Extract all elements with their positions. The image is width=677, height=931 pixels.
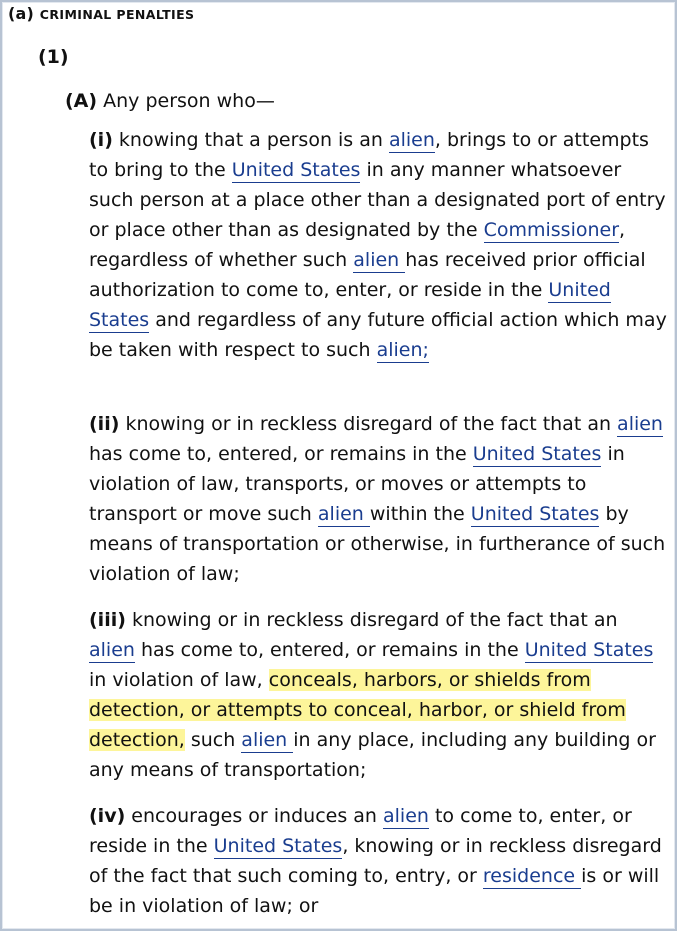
clause-label: (iv) xyxy=(89,805,126,827)
clause-iii xyxy=(89,605,667,785)
clause-text: in violation of law, transports, or moves or attempts to transport or move such xyxy=(89,443,625,525)
clause-text: , brings to or attempts to bring to the xyxy=(89,129,649,181)
clause-i xyxy=(89,125,667,365)
term-link-alien[interactable]: alien xyxy=(388,129,435,151)
subparagraph-intro: Any person who— xyxy=(97,90,275,112)
subparagraph-a xyxy=(65,90,275,112)
term-link-alien[interactable]: alien; xyxy=(376,339,429,361)
clause-text: in any place, including any building or any means of transportation; xyxy=(89,729,656,781)
subparagraph-label: (A) xyxy=(65,90,98,112)
clause-label: (iii) xyxy=(89,609,126,631)
clause-text: has received prior official authorization to come to, enter, or reside in the xyxy=(89,249,646,301)
clause-text: by means of transportation or otherwise, in furtherance of such violation of law; xyxy=(89,503,666,585)
term-link-commissioner[interactable]: Commissioner xyxy=(483,219,620,241)
clause-text: knowing or in reckless disregard of the fact that an xyxy=(125,609,618,631)
clause-label: (i) xyxy=(89,129,113,151)
highlighted-text: conceals, harbors, or shields from detection, or attempts to conceal, harbor, or shield from detection, xyxy=(89,669,626,751)
clause-text: , knowing or in reckless disregard of the fact that such coming to, entry, or xyxy=(89,835,662,887)
clause-text: knowing that a person is an xyxy=(112,129,389,151)
term-link-alien[interactable]: alien xyxy=(317,503,370,525)
term-link-united-states[interactable]: United States xyxy=(472,443,602,465)
clause-text: knowing or in reckless disregard of the fact that an xyxy=(119,413,618,435)
clause-label: (ii) xyxy=(89,413,120,435)
clause-text: has come to, entered, or remains in the xyxy=(134,639,525,661)
term-link-residence[interactable]: residence xyxy=(482,865,582,887)
section-marker: (a) xyxy=(8,4,40,23)
paragraph-number: (1) xyxy=(38,46,69,68)
clause-text: is or will be in violation of law; or xyxy=(89,865,660,917)
clause-text: in violation of law, xyxy=(89,669,269,691)
term-link-alien[interactable]: alien xyxy=(241,729,294,751)
clause-text: has come to, entered, or remains in the xyxy=(89,443,473,465)
term-link-united-states[interactable]: United States xyxy=(213,835,343,857)
clause-text: and regardless of any future official action which may be taken with respect to such xyxy=(89,309,667,361)
term-link-united-states[interactable]: United States xyxy=(470,503,600,525)
term-link-united-states[interactable]: United States xyxy=(231,159,361,181)
clause-iv xyxy=(89,801,667,921)
section-title: CRIMINAL PENALTIES xyxy=(39,7,195,22)
clause-ii xyxy=(89,409,667,589)
clause-text: in any manner whatsoever such person at a place other than a designated port of entry or place other than as designated by the xyxy=(89,159,666,241)
term-link-alien[interactable]: alien xyxy=(617,413,663,435)
term-link-alien[interactable]: alien xyxy=(353,249,406,271)
clause-text: within the xyxy=(369,503,471,525)
clause-text: such xyxy=(184,729,242,751)
clause-text: , regardless of whether such xyxy=(89,219,626,271)
term-link-alien[interactable]: alien xyxy=(383,805,429,827)
term-link-alien[interactable]: alien xyxy=(89,639,135,661)
section-heading xyxy=(8,4,194,23)
term-link-united-states[interactable]: United States xyxy=(89,279,611,331)
clause-text: encourages or induces an xyxy=(125,805,383,827)
term-link-united-states[interactable]: United States xyxy=(524,639,654,661)
clause-text: to come to, enter, or reside in the xyxy=(89,805,632,857)
